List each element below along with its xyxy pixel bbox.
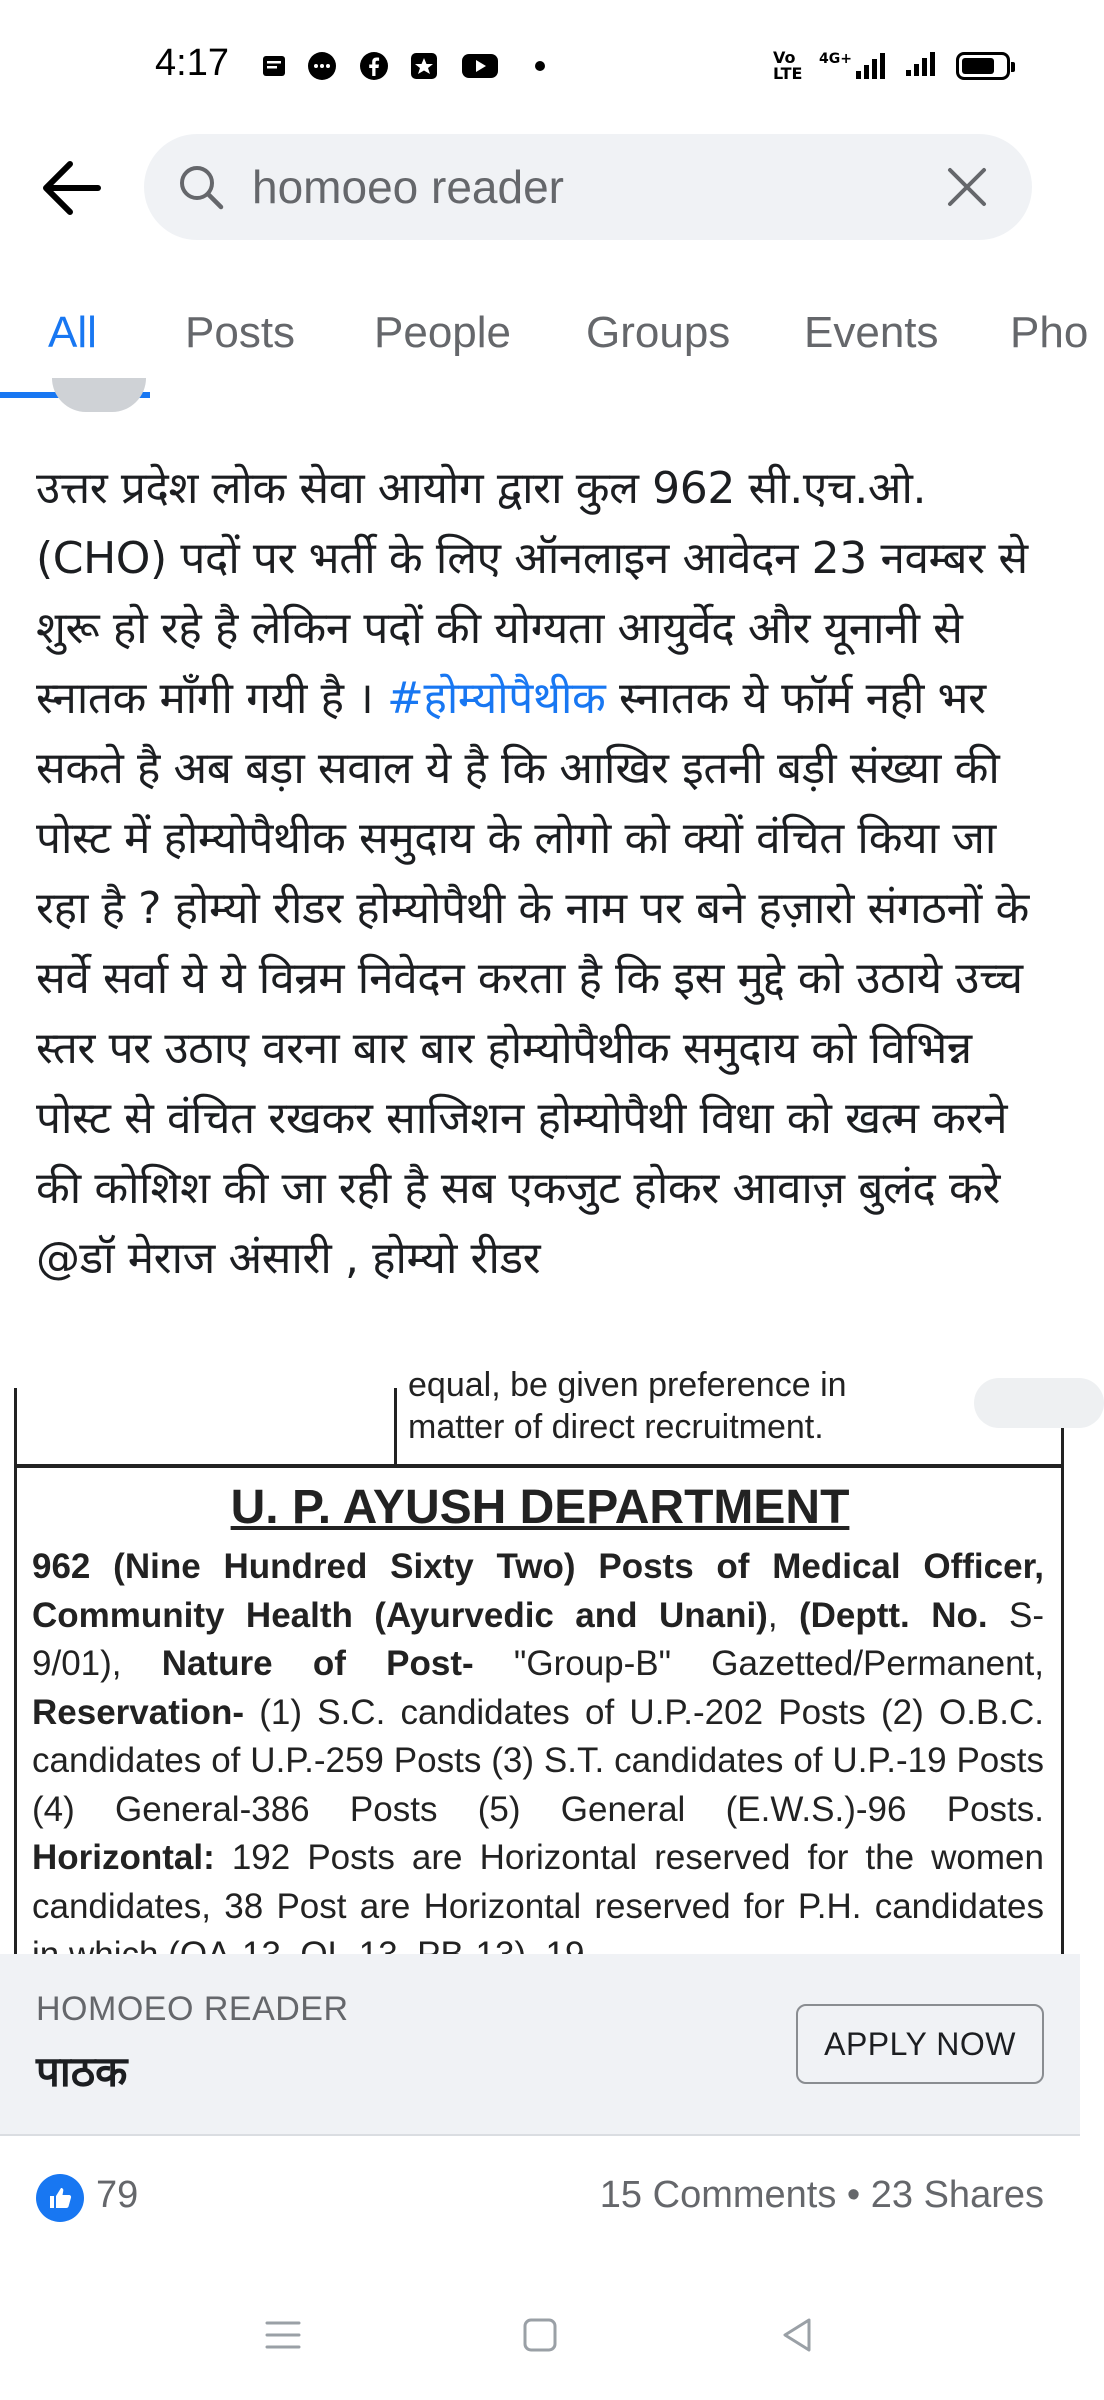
network-label: 4G+	[819, 50, 852, 67]
back-arrow-icon[interactable]	[36, 152, 108, 224]
post-attachment-image[interactable]	[0, 1366, 1080, 1954]
link-domain: HOMOEO READER	[36, 1990, 349, 2028]
link-preview-footer[interactable]	[0, 1954, 1080, 2136]
youtube-icon	[460, 50, 500, 82]
doc-p4-text: 192 Posts are Horizontal reserved for the women candidates, 38 Post are Horizontal reserved for P.H. candidates	[32, 1838, 1044, 1926]
search-input[interactable]: homoeo reader	[252, 161, 564, 213]
post-text	[36, 454, 1046, 1294]
engagement-stats	[600, 2174, 1044, 2217]
doc-p1-bold2: (Deptt. No.	[798, 1595, 988, 1635]
stats-separator: •	[836, 2174, 871, 2216]
home-icon[interactable]	[515, 2310, 565, 2360]
tab-events[interactable]: Events	[804, 308, 939, 357]
doc-p3-text: (1) S.C. candidates of U.P.-202 Posts (2) O.B.C. candidates of U.P.-259 Posts (3) S.T. candidates of U.P.-19 Posts (4) General-386 Posts (5) General (E.W.S.)-96 Posts.	[32, 1692, 1044, 1829]
search-bar[interactable]	[144, 134, 1032, 240]
battery-icon	[956, 52, 1010, 80]
messenger-icon	[306, 50, 338, 82]
tab-posts[interactable]: Posts	[185, 308, 296, 357]
signal-icon-2	[902, 48, 942, 83]
comment-bubble-peek	[974, 1378, 1104, 1428]
doc-p4-bold: Horizontal:	[32, 1838, 215, 1877]
thumbs-up-icon[interactable]	[36, 2174, 84, 2222]
document-body	[32, 1543, 1044, 1980]
search-tabs	[0, 280, 1089, 400]
hashtag-link[interactable]: #होम्योपैथीक	[387, 673, 606, 724]
status-indicators	[773, 48, 1010, 83]
tab-photos[interactable]: Pho	[1010, 308, 1089, 357]
volte-label: Vo LTE	[773, 47, 803, 83]
tab-all[interactable]: All	[48, 308, 97, 357]
search-icon	[174, 160, 228, 214]
signal-icon-1	[819, 51, 888, 81]
link-title: पाठक	[36, 2047, 128, 2096]
document-clipped-line: equal, be given preference in	[408, 1366, 847, 1404]
doc-p1-text: S-9/01),	[32, 1595, 1044, 1683]
document-matter-line: matter of direct recruitment.	[408, 1408, 824, 1446]
system-nav-bar	[0, 2270, 1080, 2400]
avatar[interactable]	[52, 378, 146, 412]
tab-groups[interactable]: Groups	[586, 308, 731, 357]
like-count[interactable]: 79	[96, 2174, 139, 2216]
table-border	[14, 1464, 1064, 1468]
document-heading: U. P. AYUSH DEPARTMENT	[230, 1481, 850, 1534]
close-icon[interactable]	[944, 164, 990, 210]
doc-p2-bold: Nature of Post-	[161, 1644, 474, 1683]
nav-back-icon[interactable]	[772, 2310, 822, 2360]
tab-people[interactable]: People	[374, 308, 512, 357]
apply-now-button[interactable]: APPLY NOW	[796, 2004, 1044, 2084]
doc-p2-text: "Group-B" Gazetted/Permanent,	[473, 1644, 1044, 1683]
facebook-icon	[358, 50, 390, 82]
post-text-part-1: उत्तर प्रदेश लोक सेवा आयोग द्वारा कुल 962 सी.एच.ओ. (CHO) पदों पर भर्ती के लिए ऑनलाइन आवेदन 23 नवम्बर से शुरू हो रहे है लेकिन पदों की योग्यता आयुर्वेद और यूनानी से स्नातक माँगी गयी है ।	[36, 463, 1028, 724]
doc-p1-bold: 962 (Nine Hundred Sixty Two) Posts of Medical Officer, Community Health (Ayurvedic and Unani)	[32, 1547, 1044, 1635]
recent-apps-icon[interactable]	[258, 2310, 308, 2360]
post-text-part-2: स्नातक ये फॉर्म नही भर सकते है अब बड़ा सवाल ये है कि आखिर इतनी बड़ी संख्या की पोस्ट में होम्योपैथीक समुदाय के लोगो को क्यों वंचित किया जा रहा है ? होम्यो रीडर होम्योपैथी के नाम पर बने हज़ारो संगठनों के सर्वे सर्वा ये ये विन्रम निवेदन करता है कि इस मुद्दे को उठाये उच्च स्तर पर उठाए वरना बार बार होम्योपैथीक समुदाय को विभिन्न पोस्ट से वंचित रखकर साजिशन होम्योपैथी विधा को खत्म करने की कोशिश की जा रही है सब एकजुट होकर आवाज़ बुलंद करे @डॉ मेराज अंसारी , होम्यो रीडर	[36, 673, 1029, 1284]
more-notifications-icon	[524, 50, 556, 82]
comments-count[interactable]: 15 Comments	[599, 2174, 837, 2216]
reactions-bar	[0, 2134, 1080, 2270]
table-divider	[394, 1388, 397, 1464]
status-bar	[0, 0, 1080, 132]
message-app-icon	[258, 50, 290, 82]
doc-p3-bold: Reservation-	[32, 1692, 245, 1732]
shares-count[interactable]: 23 Shares	[870, 2174, 1044, 2216]
status-time: 4:17	[155, 42, 229, 84]
doc-p1-sep: ,	[767, 1595, 799, 1635]
badge-app-icon	[408, 50, 440, 82]
